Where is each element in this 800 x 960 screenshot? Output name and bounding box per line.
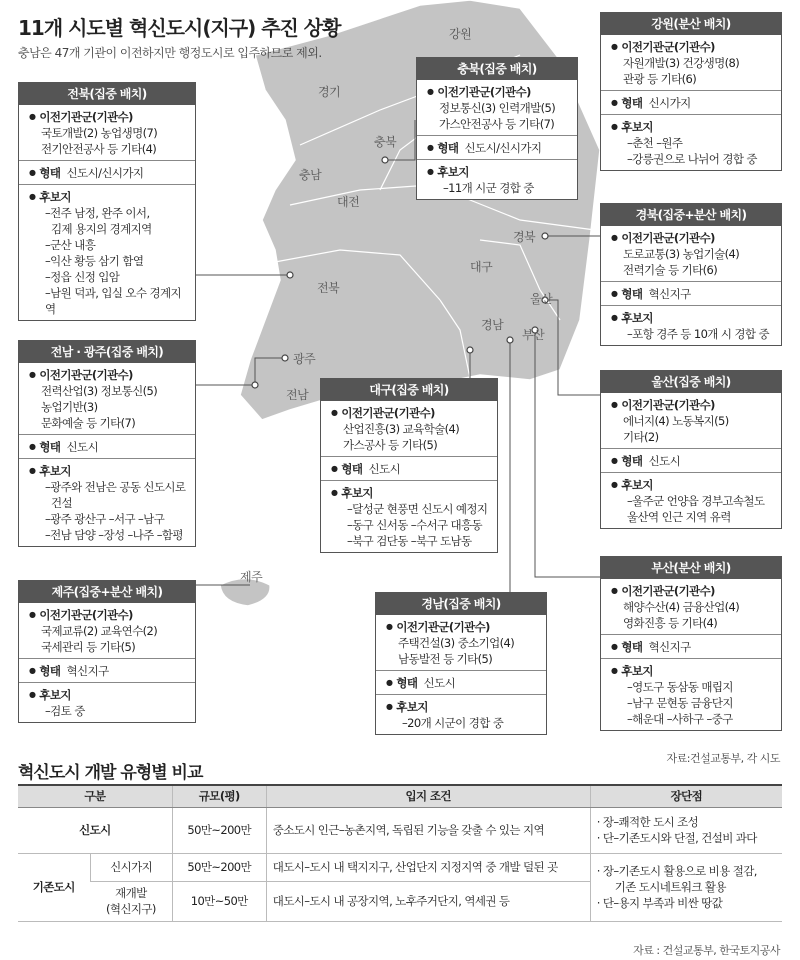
region-title: 강원(분산 배치) — [601, 13, 781, 35]
form-value: 신시가지 — [648, 96, 691, 110]
form-label: ● 형태 — [331, 462, 362, 476]
type-cell: 기존도시 — [18, 853, 90, 921]
proscons-cell — [590, 807, 782, 853]
region-box-gyeongbuk — [600, 203, 782, 346]
site-line: –익산 황등 삼기 함열 — [45, 254, 144, 268]
site-line: –검토 중 — [45, 704, 85, 718]
source-note-map: 자료:건설교통부, 각 시도 — [666, 752, 780, 765]
form-value: 신도시 — [648, 454, 681, 468]
location-cell: 대도시–도시 내 택지지구, 산업단지 지정지역 중 개발 덜된 곳 — [266, 853, 590, 881]
map-label-daejeon: 대전 — [337, 195, 360, 209]
form-value: 혁신지구 — [648, 640, 691, 654]
page-title: 11개 시도별 혁신도시(지구) 추진 상황 — [18, 16, 341, 40]
map-label-gyeongbuk: 경북 — [513, 230, 536, 244]
site-line: 건설 — [51, 496, 73, 510]
agencies-line: 도로교통(3) 농업기술(4) — [623, 247, 740, 261]
form-label: ● 형태 — [29, 440, 60, 454]
map-label-gwangju: 광주 — [293, 352, 316, 366]
pros-line: 기존 도시네트워크 활용 — [614, 880, 726, 894]
agencies-line: 관광 등 기타(6) — [623, 72, 697, 86]
region-box-daegu — [320, 378, 498, 553]
subtype-cell: 신시가지 — [90, 853, 172, 881]
agencies-line: 주택건설(3) 중소기업(4) — [398, 636, 515, 650]
site-label: ● 후보지 — [611, 310, 773, 326]
site-line: –남구 문현동 금융단지 — [627, 696, 733, 710]
site-line: –광주 광산구 –서구 –남구 — [45, 512, 165, 526]
form-value: 혁신지구 — [648, 287, 691, 301]
agencies-label: ● 이전기관군(기관수) — [611, 583, 773, 599]
agencies-label: ● 이전기관군(기관수) — [611, 397, 773, 413]
cons-line: · 단–용지 부족과 비싼 땅값 — [596, 896, 723, 910]
site-label: ● 후보지 — [386, 699, 538, 715]
agencies-label: ● 이전기관군(기관수) — [331, 405, 489, 421]
agencies-line: 산업진흥(3) 교육학술(4) — [343, 422, 460, 436]
site-line: –달성군 현풍면 신도시 예정지 — [347, 502, 488, 516]
form-label: ● 형태 — [611, 454, 642, 468]
site-line: –군산 내흥 — [45, 238, 96, 252]
proscons-cell — [590, 853, 782, 921]
agencies-line: 기타(2) — [623, 430, 659, 444]
site-line: –울주군 언양읍 경부고속철도 — [627, 494, 765, 508]
site-label: ● 후보지 — [611, 119, 773, 135]
site-line: –춘천 –원주 — [627, 136, 683, 150]
subtype-line: (혁신지구) — [105, 902, 156, 916]
form-label: ● 형태 — [29, 166, 60, 180]
region-box-ulsan — [600, 370, 782, 529]
pros-line: · 장–쾌적한 도시 조성 — [596, 815, 699, 829]
site-line: –전남 담양 –장성 –나주 –함평 — [45, 528, 183, 542]
site-line: –남원 덕과, 입실 오수 경계지역 — [45, 286, 182, 316]
map-label-ulsan: 울산 — [530, 292, 553, 306]
agencies-label: ● 이전기관군(기관수) — [611, 230, 773, 246]
agencies-line: 가스안전공사 등 기타(7) — [439, 117, 555, 131]
site-line: 울산역 인근 지역 유력 — [627, 510, 731, 524]
scale-cell: 50만~200만 — [172, 807, 266, 853]
form-value: 신도시 — [368, 462, 401, 476]
map-label-busan: 부산 — [522, 328, 545, 342]
col-header: 규모(평) — [172, 785, 266, 807]
col-header: 장단점 — [590, 785, 782, 807]
region-title: 대구(집중 배치) — [321, 379, 497, 401]
agencies-line: 문화예술 등 기타(7) — [41, 416, 136, 430]
agencies-line: 해양수산(4) 금융산업(4) — [623, 600, 740, 614]
location-cell: 대도시–도시 내 공장지역, 노후주거단지, 역세권 등 — [266, 881, 590, 921]
scale-cell: 50만~200만 — [172, 853, 266, 881]
location-cell: 중소도시 인근–농촌지역, 독립된 기능을 갖출 수 있는 지역 — [266, 807, 590, 853]
agencies-line: 에너지(4) 노동복지(5) — [623, 414, 729, 428]
site-label: ● 후보지 — [427, 164, 569, 180]
col-header: 구분 — [18, 785, 172, 807]
map-label-daegu: 대구 — [470, 260, 493, 274]
agencies-line: 정보통신(3) 인력개발(5) — [439, 101, 556, 115]
site-line: –동구 신서동 –수서구 대흥동 — [347, 518, 483, 532]
agencies-line: 가스공사 등 기타(5) — [343, 438, 438, 452]
agencies-line: 자원개발(3) 건강생명(8) — [623, 56, 740, 70]
form-value: 신도시/신시가지 — [464, 141, 542, 155]
agencies-line: 영화진흥 등 기타(4) — [623, 616, 718, 630]
map-label-jeonnam: 전남 — [286, 388, 309, 402]
form-value: 신도시 — [66, 440, 99, 454]
cons-line: · 단–기존도시와 단절, 건설비 과다 — [596, 831, 757, 845]
agencies-label: ● 이전기관군(기관수) — [29, 109, 187, 125]
form-label: ● 형태 — [611, 640, 642, 654]
site-label: ● 후보지 — [611, 477, 773, 493]
site-label: ● 후보지 — [331, 485, 489, 501]
agencies-line: 전력기술 등 기타(6) — [623, 263, 718, 277]
agencies-line: 국토개발(2) 농업생명(7) — [41, 126, 158, 140]
site-line: –정읍 신정 입암 — [45, 270, 120, 284]
agencies-line: 전력산업(3) 정보통신(5) — [41, 384, 158, 398]
agencies-line: 남동발전 등 기타(5) — [398, 652, 493, 666]
region-box-jeonbuk — [18, 82, 196, 321]
form-value: 혁신지구 — [66, 664, 109, 678]
site-line: –20개 시군이 경합 중 — [402, 716, 504, 730]
type-cell: 신도시 — [18, 807, 172, 853]
region-box-busan — [600, 556, 782, 731]
region-box-chungbuk — [416, 57, 578, 200]
scale-cell: 10만~50만 — [172, 881, 266, 921]
map-label-jeonbuk: 전북 — [317, 281, 340, 295]
region-title: 경남(집중 배치) — [376, 593, 546, 615]
site-label: ● 후보지 — [29, 189, 187, 205]
site-line: –영도구 동삼동 매립지 — [627, 680, 733, 694]
subtype-cell — [90, 881, 172, 921]
comparison-table — [18, 784, 782, 922]
region-title: 제주(집중+분산 배치) — [19, 581, 195, 603]
form-value: 신도시 — [423, 676, 456, 690]
pros-line: · 장–기존도시 활용으로 비용 절감, — [596, 864, 757, 878]
site-label: ● 후보지 — [611, 663, 773, 679]
form-label: ● 형태 — [427, 141, 458, 155]
form-value: 신도시/신시가지 — [66, 166, 144, 180]
agencies-label: ● 이전기관군(기관수) — [29, 367, 187, 383]
region-title: 경북(집중+분산 배치) — [601, 204, 781, 226]
subtype-line: 재개발 — [115, 886, 147, 900]
form-label: ● 형태 — [611, 96, 642, 110]
region-title: 전북(집중 배치) — [19, 83, 195, 105]
page-subtitle: 충남은 47개 기관이 이전하지만 행정도시로 입주하므로 제외. — [18, 46, 322, 60]
map-label-chungbuk: 충북 — [374, 135, 397, 149]
site-line: –포항 경주 등 10개 시 경합 중 — [627, 327, 770, 341]
region-title: 울산(집중 배치) — [601, 371, 781, 393]
agencies-label: ● 이전기관군(기관수) — [427, 84, 569, 100]
site-line: –전주 남정, 완주 이서, — [45, 206, 150, 220]
agencies-line: 전기안전공사 등 기타(4) — [41, 142, 157, 156]
agencies-label: ● 이전기관군(기관수) — [29, 607, 187, 623]
site-line: –11개 시군 경합 중 — [443, 181, 534, 195]
map-label-gyeongnam: 경남 — [481, 318, 504, 332]
site-label: ● 후보지 — [29, 463, 187, 479]
source-note-table: 자료 : 건설교통부, 한국토지공사 — [633, 944, 780, 957]
region-title: 부산(분산 배치) — [601, 557, 781, 579]
region-box-jeju — [18, 580, 196, 723]
map-label-jeju: 제주 — [240, 570, 263, 584]
agencies-line: 국제교류(2) 교육연수(2) — [41, 624, 158, 638]
agencies-line: 국세관리 등 기타(5) — [41, 640, 136, 654]
region-title: 전남 · 광주(집중 배치) — [19, 341, 195, 363]
comparison-title: 혁신도시 개발 유형별 비교 — [18, 763, 203, 783]
map-label-gangwon: 강원 — [449, 27, 472, 41]
region-title: 충북(집중 배치) — [417, 58, 577, 80]
form-label: ● 형태 — [611, 287, 642, 301]
agencies-label: ● 이전기관군(기관수) — [611, 39, 773, 55]
site-label: ● 후보지 — [29, 687, 187, 703]
site-line: 김제 용지의 경계지역 — [51, 222, 152, 236]
site-line: –해운대 –사하구 –중구 — [627, 712, 733, 726]
table-header-row — [18, 785, 782, 807]
map-label-chungnam: 충남 — [299, 168, 322, 182]
table-row — [18, 807, 782, 853]
table-row — [18, 853, 782, 881]
site-line: –북구 검단동 –북구 도남동 — [347, 534, 472, 548]
col-header: 입지 조건 — [266, 785, 590, 807]
site-line: –강릉권으로 나뉘어 경합 중 — [627, 152, 757, 166]
site-line: –광주와 전남은 공동 신도시로 — [45, 480, 186, 494]
region-box-gyeongnam — [375, 592, 547, 735]
form-label: ● 형태 — [386, 676, 417, 690]
form-label: ● 형태 — [29, 664, 60, 678]
map-label-gyeonggi: 경기 — [318, 85, 341, 99]
agencies-label: ● 이전기관군(기관수) — [386, 619, 538, 635]
agencies-line: 농업기반(3) — [41, 400, 98, 414]
region-box-gangwon — [600, 12, 782, 171]
region-box-jeonnam — [18, 340, 196, 547]
